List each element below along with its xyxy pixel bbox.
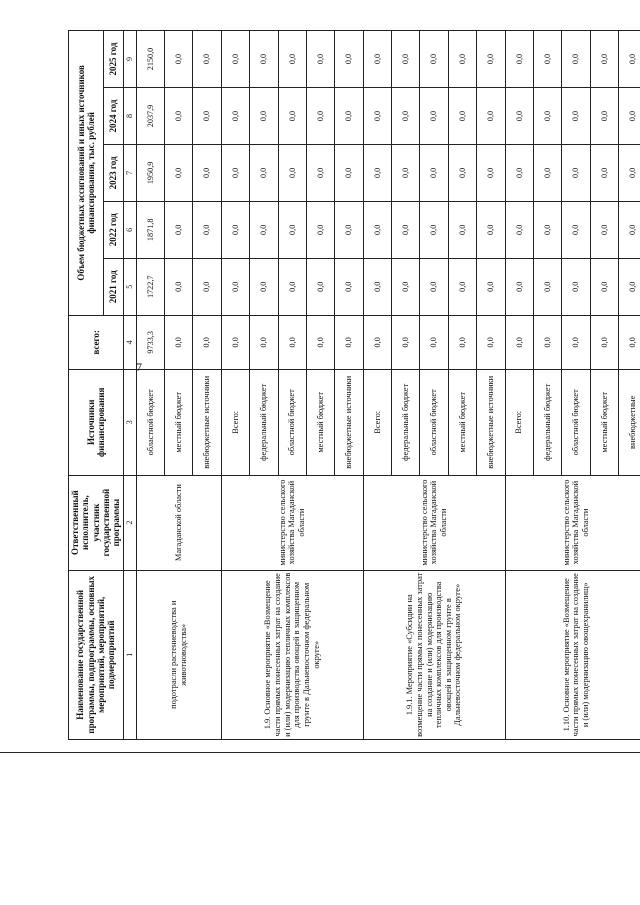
year-value-cell: 0,0 xyxy=(250,88,278,145)
year-value-cell: 0,0 xyxy=(420,258,448,315)
year-value-cell: 0,0 xyxy=(278,201,306,258)
index-cell: 7 xyxy=(123,144,136,201)
total-value-cell: 0,0 xyxy=(278,315,306,369)
executor-cell: министерство сельского хозяйства Магаданской области xyxy=(505,475,640,570)
year-value-cell: 0,0 xyxy=(363,31,391,88)
year-value-cell: 0,0 xyxy=(306,31,334,88)
total-value-cell: 0,0 xyxy=(420,315,448,369)
executor-cell: Магаданской области xyxy=(136,475,221,570)
year-value-cell: 0,0 xyxy=(420,144,448,201)
year-value-cell: 0,0 xyxy=(335,88,363,145)
year-value-cell: 0,0 xyxy=(221,144,249,201)
year-value-cell: 0,0 xyxy=(533,31,561,88)
year-value-cell: 0,0 xyxy=(448,144,476,201)
program-name-cell: 1.9. Основное мероприятие «Возмещение части прямых понесенных затрат на создание и (или) модернизацию тепличных комплексов для производства овощей в защищенном грунте в Дальневосточном федеральном округе» xyxy=(221,570,363,739)
funding-source-cell: областной бюджет xyxy=(420,369,448,475)
year-value-cell: 0,0 xyxy=(165,88,193,145)
table-body xyxy=(136,31,640,740)
year-value-cell: 0,0 xyxy=(363,201,391,258)
year-value-cell: 0,0 xyxy=(165,258,193,315)
year-value-cell: 0,0 xyxy=(335,201,363,258)
total-value-cell: 0,0 xyxy=(590,315,618,369)
total-value-cell: 0,0 xyxy=(392,315,420,369)
year-value-cell: 0,0 xyxy=(448,258,476,315)
funding-source-cell: внебюджетные источники xyxy=(193,369,221,475)
funding-source-cell: местный бюджет xyxy=(306,369,334,475)
total-value-cell: 0,0 xyxy=(533,315,561,369)
total-value-cell: 0,0 xyxy=(448,315,476,369)
year-value-cell: 0,0 xyxy=(250,201,278,258)
funding-source-cell: местный бюджет xyxy=(448,369,476,475)
year-value-cell: 0,0 xyxy=(477,88,505,145)
year-value-cell: 0,0 xyxy=(505,144,533,201)
year-value-cell: 0,0 xyxy=(193,144,221,201)
year-value-cell: 1871,8 xyxy=(136,201,164,258)
total-value-cell: 0,0 xyxy=(619,315,640,369)
year-value-cell: 0,0 xyxy=(193,88,221,145)
program-name-cell: подотрасли растениеводства и животноводства» xyxy=(136,570,221,739)
year-value-cell: 0,0 xyxy=(193,31,221,88)
year-value-cell: 0,0 xyxy=(562,144,590,201)
year-value-cell: 0,0 xyxy=(590,201,618,258)
year-value-cell: 0,0 xyxy=(278,88,306,145)
year-value-cell: 0,0 xyxy=(619,88,640,145)
year-value-cell: 0,0 xyxy=(392,258,420,315)
year-value-cell: 0,0 xyxy=(619,144,640,201)
year-value-cell: 0,0 xyxy=(306,258,334,315)
funding-source-cell: Всего: xyxy=(505,369,533,475)
year-value-cell: 0,0 xyxy=(505,258,533,315)
funding-source-cell: федеральный бюджет xyxy=(392,369,420,475)
total-value-cell: 0,0 xyxy=(165,315,193,369)
year-value-cell: 0,0 xyxy=(590,88,618,145)
funding-source-cell: местный бюджет xyxy=(590,369,618,475)
year-value-cell: 0,0 xyxy=(221,31,249,88)
year-value-cell: 0,0 xyxy=(533,88,561,145)
year-value-cell: 0,0 xyxy=(448,88,476,145)
year-value-cell: 0,0 xyxy=(505,31,533,88)
year-value-cell: 0,0 xyxy=(477,258,505,315)
table-row xyxy=(136,31,164,740)
year-value-cell: 0,0 xyxy=(619,31,640,88)
funding-source-cell: внебюджетные xyxy=(619,369,640,475)
total-value-cell: 0,0 xyxy=(221,315,249,369)
year-value-cell: 0,0 xyxy=(392,144,420,201)
year-value-cell: 0,0 xyxy=(562,258,590,315)
year-value-cell: 0,0 xyxy=(278,31,306,88)
year-value-cell: 0,0 xyxy=(335,144,363,201)
rotated-table-frame xyxy=(68,30,638,740)
year-value-cell: 0,0 xyxy=(193,258,221,315)
funding-source-cell: местный бюджет xyxy=(165,369,193,475)
header-year: 2021 год xyxy=(104,258,124,315)
page-divider xyxy=(0,752,640,753)
year-value-cell: 0,0 xyxy=(392,201,420,258)
year-value-cell: 0,0 xyxy=(533,201,561,258)
year-value-cell: 0,0 xyxy=(306,144,334,201)
funding-source-cell: Всего: xyxy=(363,369,391,475)
funding-source-cell: областной бюджет xyxy=(136,369,164,475)
header-year: 2024 год xyxy=(104,88,124,145)
header-name: Наименование государственной программы, подпрограммы, основных мероприятий, мероприятий, подмероприятий xyxy=(69,570,124,739)
year-value-cell: 0,0 xyxy=(392,88,420,145)
year-value-cell: 0,0 xyxy=(562,201,590,258)
page-number: 7 xyxy=(136,360,142,374)
index-cell: 5 xyxy=(123,258,136,315)
total-value-cell: 0,0 xyxy=(363,315,391,369)
year-value-cell: 0,0 xyxy=(193,201,221,258)
year-value-cell: 0,0 xyxy=(420,88,448,145)
total-value-cell: 0,0 xyxy=(505,315,533,369)
year-value-cell: 0,0 xyxy=(505,201,533,258)
year-value-cell: 0,0 xyxy=(477,31,505,88)
index-cell: 6 xyxy=(123,201,136,258)
index-cell: 4 xyxy=(123,315,136,369)
year-value-cell: 1722,7 xyxy=(136,258,164,315)
executor-cell: министерство сельского хозяйства Магаданской области xyxy=(363,475,505,570)
table-row xyxy=(363,31,391,740)
funding-source-cell: внебюджетные источники xyxy=(335,369,363,475)
index-row xyxy=(123,31,136,740)
total-value-cell: 0,0 xyxy=(562,315,590,369)
year-value-cell: 0,0 xyxy=(363,88,391,145)
year-value-cell: 0,0 xyxy=(477,144,505,201)
index-cell: 3 xyxy=(123,369,136,475)
year-value-cell: 0,0 xyxy=(590,144,618,201)
year-value-cell: 1950,9 xyxy=(136,144,164,201)
executor-cell: министерство сельского хозяйства Магаданской области xyxy=(221,475,363,570)
year-value-cell: 0,0 xyxy=(306,88,334,145)
funding-source-cell: федеральный бюджет xyxy=(533,369,561,475)
index-cell: 8 xyxy=(123,88,136,145)
total-value-cell: 0,0 xyxy=(477,315,505,369)
header-year: 2025 год xyxy=(104,31,124,88)
year-value-cell: 0,0 xyxy=(250,144,278,201)
year-value-cell: 0,0 xyxy=(533,144,561,201)
index-cell: 9 xyxy=(123,31,136,88)
year-value-cell: 0,0 xyxy=(165,31,193,88)
year-value-cell: 2037,9 xyxy=(136,88,164,145)
year-value-cell: 0,0 xyxy=(363,258,391,315)
funding-source-cell: Всего: xyxy=(221,369,249,475)
year-value-cell: 0,0 xyxy=(505,88,533,145)
funding-source-cell: областной бюджет xyxy=(278,369,306,475)
program-name-cell: 1.9.1. Мероприятие «Субсидии на возмещение части прямых понесенных затрат на создание и (или) модернизацию тепличных комплексов для производства овощей в защищенном грунте в Дальневосточном федеральном округе» xyxy=(363,570,505,739)
funding-source-cell: федеральный бюджет xyxy=(250,369,278,475)
header-executor: Ответственный исполнитель, участник государственной программы xyxy=(69,475,124,570)
budget-table xyxy=(68,30,640,740)
year-value-cell: 0,0 xyxy=(306,201,334,258)
total-value-cell: 0,0 xyxy=(335,315,363,369)
header-row-1 xyxy=(69,31,104,740)
year-value-cell: 0,0 xyxy=(619,201,640,258)
year-value-cell: 0,0 xyxy=(562,31,590,88)
header-year: 2022 год xyxy=(104,201,124,258)
table-row xyxy=(221,31,249,740)
total-value-cell: 9733,3 xyxy=(136,315,164,369)
year-value-cell: 0,0 xyxy=(533,258,561,315)
year-value-cell: 0,0 xyxy=(590,31,618,88)
header-group: Объем бюджетных ассигнований и иных источников финансирования, тыс. рублей xyxy=(69,31,104,316)
year-value-cell: 0,0 xyxy=(250,31,278,88)
index-cell: 1 xyxy=(123,570,136,739)
year-value-cell: 0,0 xyxy=(562,88,590,145)
year-value-cell: 0,0 xyxy=(477,201,505,258)
year-value-cell: 0,0 xyxy=(363,144,391,201)
year-value-cell: 0,0 xyxy=(221,201,249,258)
year-value-cell: 0,0 xyxy=(278,144,306,201)
year-value-cell: 0,0 xyxy=(278,258,306,315)
total-value-cell: 0,0 xyxy=(250,315,278,369)
year-value-cell: 0,0 xyxy=(335,31,363,88)
year-value-cell: 0,0 xyxy=(165,144,193,201)
year-value-cell: 2150,0 xyxy=(136,31,164,88)
year-value-cell: 0,0 xyxy=(392,31,420,88)
program-name-cell: 1.10. Основное мероприятие «Возмещение части прямых понесенных затрат на создание и (или) модернизацию овощехранилищ» xyxy=(505,570,640,739)
index-cell: 2 xyxy=(123,475,136,570)
year-value-cell: 0,0 xyxy=(221,258,249,315)
header-year: 2023 год xyxy=(104,144,124,201)
year-value-cell: 0,0 xyxy=(448,31,476,88)
funding-source-cell: областной бюджет xyxy=(562,369,590,475)
year-value-cell: 0,0 xyxy=(590,258,618,315)
table-row xyxy=(505,31,533,740)
header-total: всего: xyxy=(69,315,124,369)
year-value-cell: 0,0 xyxy=(335,258,363,315)
funding-source-cell: внебюджетные источники xyxy=(477,369,505,475)
year-value-cell: 0,0 xyxy=(221,88,249,145)
rotated-table-wrapper xyxy=(68,30,638,740)
year-value-cell: 0,0 xyxy=(165,201,193,258)
header-source: Источники финансирования xyxy=(69,369,124,475)
year-value-cell: 0,0 xyxy=(448,201,476,258)
total-value-cell: 0,0 xyxy=(306,315,334,369)
year-value-cell: 0,0 xyxy=(619,258,640,315)
year-value-cell: 0,0 xyxy=(420,201,448,258)
year-value-cell: 0,0 xyxy=(250,258,278,315)
year-value-cell: 0,0 xyxy=(420,31,448,88)
total-value-cell: 0,0 xyxy=(193,315,221,369)
